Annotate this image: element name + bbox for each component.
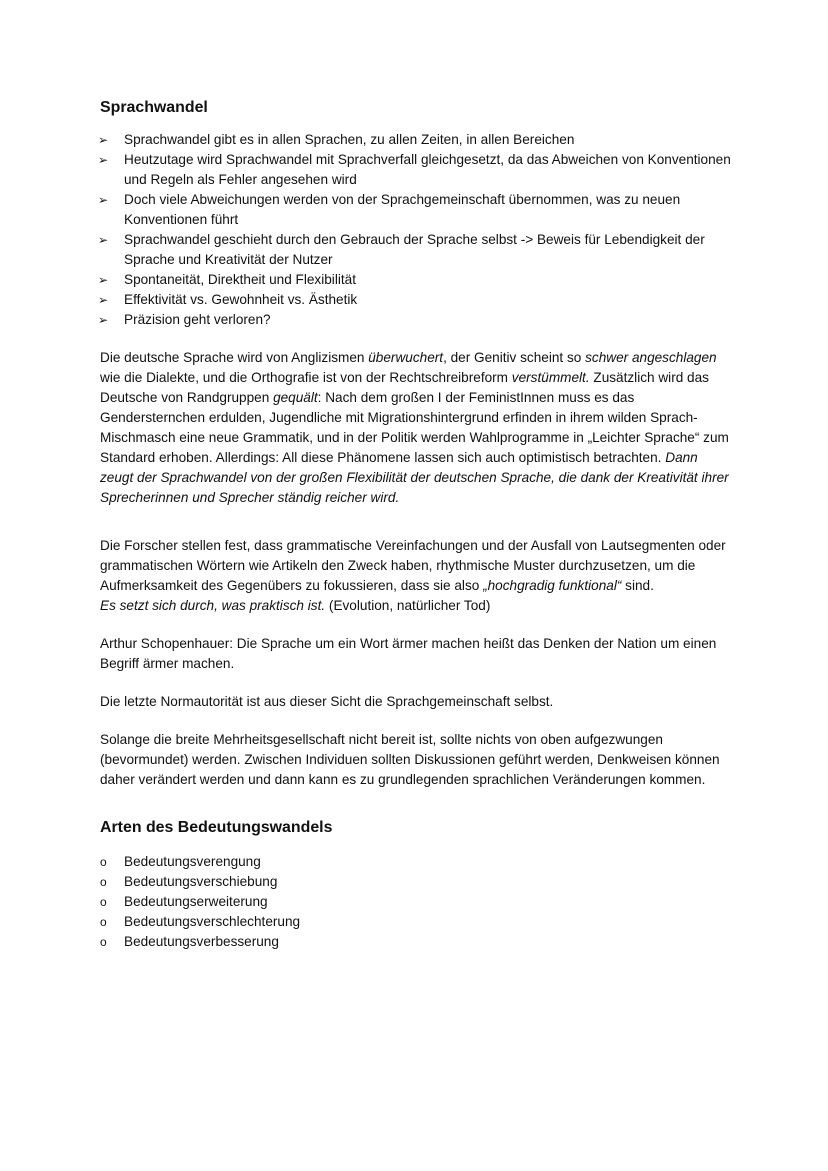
list-item-text: Heutzutage wird Sprachwandel mit Sprachverfall gleichgesetzt, da das Abweichen von Konventionen und Regeln als Fehler angesehen wird bbox=[124, 152, 731, 187]
list-item bbox=[100, 912, 732, 932]
text-run: Die Forscher stellen fest, dass grammatische Vereinfachungen und der Ausfall von Lautsegmenten oder grammatischen Wörtern wie Artikeln den Zweck haben, rhythmische Muster durchzusetzen, um die Aufmerksamkeit des Gegenübers zu fokussieren, dass sie also bbox=[100, 538, 726, 593]
circle-bullet-icon: o bbox=[100, 895, 107, 909]
list-item bbox=[100, 310, 732, 330]
list-item-text: Bedeutungsverbesserung bbox=[124, 934, 279, 949]
section-heading-bedeutungswandel: Arten des Bedeutungswandels bbox=[100, 819, 333, 836]
arrow-bullet-icon: ➢ bbox=[98, 153, 109, 167]
arrow-bullet-icon: ➢ bbox=[98, 233, 109, 247]
list-item bbox=[100, 270, 732, 290]
list-item-text: Spontaneität, Direktheit und Flexibilität bbox=[124, 272, 356, 287]
text-run: : Nach dem großen I der FeministInnen muss es das Gendersternchen erdulden, Jugendliche mit Migrationshintergrund erfinden in ihrem wilden Sprach-Mischmasch eine neue Grammatik, und in der Politik werden Wahlprogramme in „Leichter Sprache“ zum Standard erhoben. Allerdings: All diese Phänomene lassen sich auch optimistisch betrachten. bbox=[100, 390, 729, 465]
list-item-text: Bedeutungserweiterung bbox=[124, 894, 268, 909]
arrow-bullet-icon: ➢ bbox=[98, 293, 109, 307]
paragraph-schopenhauer-quote: Arthur Schopenhauer: Die Sprache um ein Wort ärmer machen heißt das Denken der Nation um einen Begriff ärmer machen. bbox=[100, 636, 717, 671]
list-item bbox=[100, 150, 732, 190]
italic-run: „hochgradig funktional“ bbox=[483, 578, 622, 593]
paragraph-mehrheitsgesellschaft: Solange die breite Mehrheitsgesellschaft nicht bereit ist, sollte nichts von oben aufgezwungen (bevormundet) werden. Zwischen Individuen sollten Diskussionen geführt werden, Denkweisen können daher verändert werden und dann kann es zu grundlegenden sprachlichen Veränderungen kommen. bbox=[100, 732, 720, 787]
list-item bbox=[100, 892, 732, 912]
list-item bbox=[100, 932, 732, 952]
arrow-bullet-icon: ➢ bbox=[98, 193, 109, 207]
list-item-text: Bedeutungsverschlechterung bbox=[124, 914, 301, 929]
section-heading-sprachwandel: Sprachwandel bbox=[100, 99, 208, 116]
text-run: sind. bbox=[621, 578, 654, 593]
italic-run: Es setzt sich durch, was praktisch ist. bbox=[100, 598, 326, 613]
text-run: wie die Dialekte, und die Orthografie ist von der Rechtschreibreform bbox=[100, 370, 512, 385]
circle-bullet-icon: o bbox=[100, 915, 107, 929]
list-item bbox=[100, 872, 732, 892]
italic-run: verstümmelt. bbox=[511, 370, 590, 385]
arrow-bullet-icon: ➢ bbox=[98, 313, 109, 327]
list-item bbox=[100, 190, 732, 230]
list-item-text: Bedeutungsverschiebung bbox=[124, 874, 278, 889]
arrow-bullet-icon: ➢ bbox=[98, 133, 109, 147]
list-item bbox=[100, 290, 732, 310]
list-item-text: Bedeutungsverengung bbox=[124, 854, 261, 869]
sprachwandel-bullet-list bbox=[100, 130, 732, 330]
list-item-text: Präzision geht verloren? bbox=[124, 312, 271, 327]
italic-run: Dann zeugt der Sprachwandel von der großen Flexibilität der deutschen Sprache, die dank der Kreativität ihrer Sprecherinnen und Sprecher ständig reicher wird. bbox=[100, 450, 729, 505]
text-run: (Evolution, natürlicher Tod) bbox=[325, 598, 491, 613]
arrow-bullet-icon: ➢ bbox=[98, 273, 109, 287]
list-item bbox=[100, 230, 732, 270]
list-item-text: Effektivität vs. Gewohnheit vs. Ästhetik bbox=[124, 292, 358, 307]
paragraph-normautoritaet: Die letzte Normautorität ist aus dieser Sicht die Sprachgemeinschaft selbst. bbox=[100, 694, 554, 709]
list-item-text: Doch viele Abweichungen werden von der Sprachgemeinschaft übernommen, was zu neuen Konventionen führt bbox=[124, 192, 681, 227]
text-run: , der Genitiv scheint so bbox=[443, 350, 586, 365]
list-item bbox=[100, 852, 732, 872]
bedeutungswandel-bullet-list bbox=[100, 852, 732, 952]
circle-bullet-icon: o bbox=[100, 875, 107, 889]
circle-bullet-icon: o bbox=[100, 935, 107, 949]
paragraph-forscher bbox=[100, 536, 732, 616]
list-item-text: Sprachwandel gibt es in allen Sprachen, zu allen Zeiten, in allen Bereichen bbox=[124, 132, 575, 147]
list-item bbox=[100, 130, 732, 150]
italic-run: überwuchert bbox=[368, 350, 444, 365]
document-content bbox=[100, 98, 732, 952]
list-item-text: Sprachwandel geschieht durch den Gebrauch der Sprache selbst -> Beweis für Lebendigkeit der Sprache und Kreativität der Nutzer bbox=[124, 232, 705, 267]
italic-run: schwer angeschlagen bbox=[585, 350, 717, 365]
text-run: Zusätzlich wird das Deutsche von Randgruppen bbox=[100, 370, 709, 405]
paragraph-anglizismen bbox=[100, 348, 732, 508]
italic-run: gequält bbox=[273, 390, 318, 405]
text-run: Die deutsche Sprache wird von Anglizismen bbox=[100, 350, 369, 365]
circle-bullet-icon: o bbox=[100, 855, 107, 869]
